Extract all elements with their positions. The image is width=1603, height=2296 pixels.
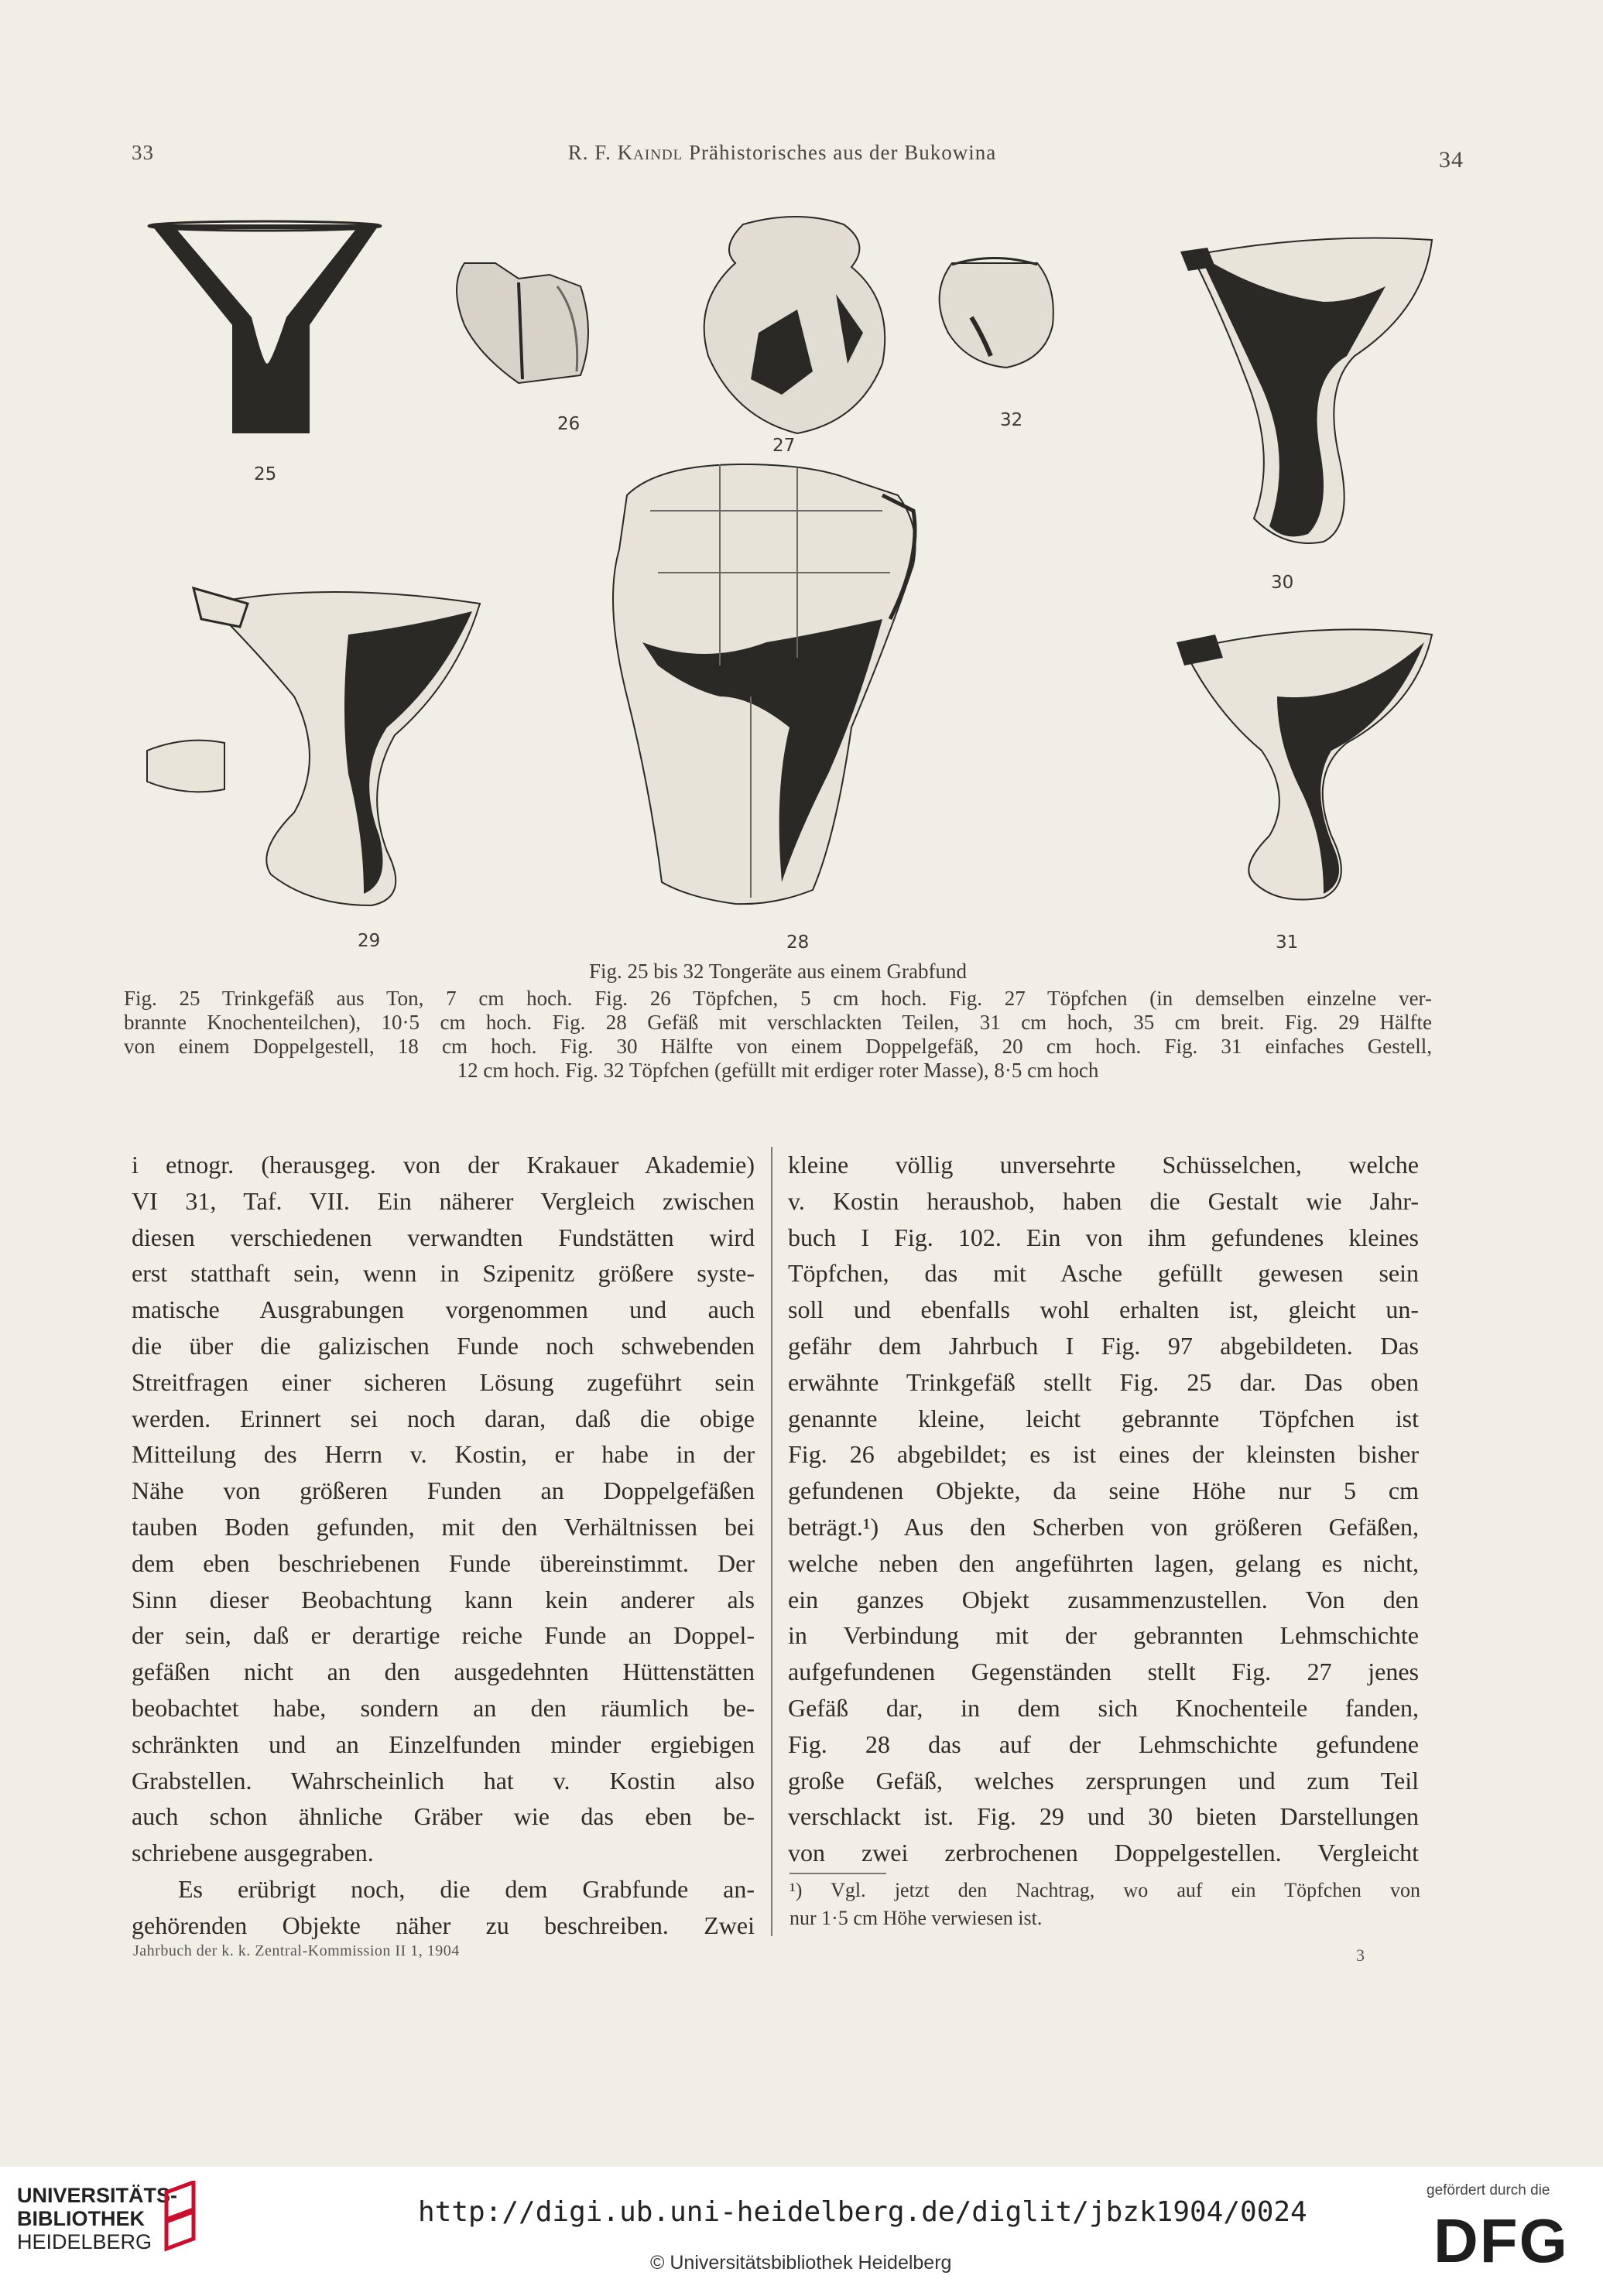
text-line: Töpfchen, das mit Asche gefüllt gewesen sein <box>788 1259 1419 1288</box>
digitization-footer <box>0 2167 1603 2296</box>
text-line: aufgefundenen Gegenständen stellt Fig. 27 jenes <box>788 1658 1419 1686</box>
text-line: buch I Fig. 102. Ein von ihm gefundenes kleines <box>788 1223 1419 1251</box>
text-line: in Verbindung mit der gebrannten Lehmschichte <box>788 1621 1419 1650</box>
figure-caption <box>124 960 1432 1083</box>
text-line: Mitteilung des Herrn v. Kostin, er habe in der <box>132 1440 755 1469</box>
footnote-rule <box>790 1873 886 1874</box>
fig27-small-pot <box>704 217 885 433</box>
caption-title: Fig. 25 bis 32 Tongeräte aus einem Grabfund <box>588 960 968 983</box>
copyright-notice: © Universitätsbibliothek Heidelberg <box>650 2252 952 2274</box>
figure-number-32: 32 <box>1000 410 1023 430</box>
fig29-double-stand-half <box>147 588 480 905</box>
text-line: große Gefäß, welches zersprungen und zum Teil <box>788 1766 1419 1795</box>
fig30-double-vessel-half <box>1180 238 1432 544</box>
footnote-line: ¹) Vgl. jetzt den Nachtrag, wo auf ein Töpfchen von <box>790 1879 1420 1901</box>
footnote-line: nur 1·5 cm Höhe verwiesen ist. <box>790 1907 1043 1929</box>
figure-number-25: 25 <box>254 464 277 484</box>
text-line: i etnogr. (herausgeg. von der Krakauer Akademie) <box>132 1151 755 1179</box>
figure-number-27: 27 <box>772 436 796 456</box>
text-line: verschlackt ist. Fig. 29 und 30 bieten Darstellungen <box>788 1802 1419 1831</box>
text-line: werden. Erinnert sei noch daran, daß die obige <box>132 1404 755 1432</box>
text-line: gehörenden Objekte näher zu beschreiben. Zwei <box>132 1911 755 1939</box>
caption-line: brannte Knochenteilchen), 10·5 cm hoch. Fig. 28 Gefäß mit verschlackten Teilen, 31 cm hoch, 35 cm breit. Fig. 29 Hälfte <box>124 1011 1432 1034</box>
text-line: Gefäß dar, in dem sich Knochenteile fanden, <box>788 1693 1419 1722</box>
text-line: Fig. 28 das auf der Lehmschichte gefundene <box>788 1730 1419 1758</box>
caption-line: Fig. 25 Trinkgefäß aus Ton, 7 cm hoch. Fig. 26 Töpfchen, 5 cm hoch. Fig. 27 Töpfchen (in demselben einzelne ver- <box>124 987 1432 1010</box>
fig26-small-pot <box>457 263 588 383</box>
text-line: Sinn dieser Beobachtung kann kein anderer als <box>132 1585 755 1613</box>
text-line: erst statthaft sein, wenn in Szipenitz größere syste- <box>132 1259 755 1288</box>
text-line: Nähe von größeren Funden an Doppelgefäßen <box>132 1476 755 1505</box>
right-text-column <box>788 1147 1419 1871</box>
left-text-column <box>132 1147 755 1944</box>
text-line: gefundenen Objekte, da seine Höhe nur 5 cm <box>788 1476 1419 1505</box>
figure-number-31: 31 <box>1276 932 1299 953</box>
text-line: schriebene ausgegraben. <box>132 1839 374 1867</box>
text-line: genannte kleine, leicht gebrannte Töpfchen ist <box>788 1404 1419 1432</box>
figure-number-26: 26 <box>557 414 581 434</box>
right-page-number: 34 <box>1439 147 1464 173</box>
text-line: VI 31, Taf. VII. Ein näherer Vergleich zwischen <box>132 1186 755 1215</box>
figure-number-28: 28 <box>786 932 810 953</box>
column-divider <box>771 1147 772 1936</box>
text-line: tauben Boden gefunden, mit den Verhältnissen bei <box>132 1512 755 1541</box>
printer-signature: Jahrbuch der k. k. Zentral-Kommission II 1, 1904 <box>133 1942 460 1959</box>
library-name: UNIVERSITÄTS- BIBLIOTHEK HEIDELBERG <box>17 2184 178 2253</box>
text-line: schränkten und an Einzelfunden minder ergiebigen <box>132 1730 755 1758</box>
text-line: beobachtet habe, sondern an den räumlich be- <box>132 1693 755 1722</box>
fig25-drinking-vessel <box>149 221 381 433</box>
text-line: welche neben den angeführten lagen, gelang es nicht, <box>788 1548 1419 1577</box>
caption-line: 12 cm hoch. Fig. 32 Töpfchen (gefüllt mit erdiger roter Masse), 8·5 cm hoch <box>457 1059 1099 1082</box>
text-line: soll und ebenfalls wohl erhalten ist, gleicht un- <box>788 1295 1419 1324</box>
permalink-url[interactable]: http://digi.ub.uni-heidelberg.de/diglit/jbzk1904/0024 <box>418 2196 1307 2228</box>
text-line: Grabstellen. Wahrscheinlich hat v. Kostin also <box>132 1766 755 1795</box>
text-line: der sein, daß er derartige reiche Funde an Doppel- <box>132 1621 755 1650</box>
text-line: Es erübrigt noch, die dem Grabfunde an- <box>178 1874 755 1903</box>
text-line: Fig. 26 abgebildet; es ist eines der kleinsten bisher <box>788 1440 1419 1469</box>
library-logo-icon <box>159 2181 205 2258</box>
text-line: die über die galizischen Funde noch schwebenden <box>132 1331 755 1360</box>
text-line: erwähnte Trinkgefäß stellt Fig. 25 dar. Das oben <box>788 1367 1419 1396</box>
dfg-logo: DFG <box>1433 2206 1569 2275</box>
text-line: v. Kostin heraushob, haben die Gestalt wie Jahr- <box>788 1186 1419 1215</box>
fig28-large-broken-vessel <box>613 464 916 904</box>
text-line: auch schon ähnliche Gräber wie das eben be- <box>132 1802 755 1831</box>
text-line: beträgt.¹) Aus den Scherben von größeren Gefäßen, <box>788 1512 1419 1541</box>
running-title: R. F. Kaindl Prähistorisches aus der Bukowina <box>567 141 997 164</box>
text-line: gefähr dem Jahrbuch I Fig. 97 abgebildeten. Das <box>788 1331 1419 1360</box>
fig31-simple-stand <box>1177 629 1432 899</box>
text-line: Streitfragen einer sicheren Lösung zugeführt sein <box>132 1367 755 1396</box>
text-line: matische Ausgrabungen vorgenommen und auch <box>132 1295 755 1324</box>
fig32-small-pot <box>940 258 1053 368</box>
caption-line: von einem Doppelgestell, 18 cm hoch. Fig. 30 Hälfte von einem Doppelgefäß, 20 cm hoch. Fig. 31 einfaches Gestell, <box>124 1035 1432 1058</box>
text-line: ein ganzes Objekt zusammenzustellen. Von den <box>788 1585 1419 1613</box>
funding-note: gefördert durch die <box>1427 2182 1550 2198</box>
running-header <box>132 138 1464 173</box>
signature-number: 3 <box>1356 1945 1365 1965</box>
left-page-number: 33 <box>132 141 154 164</box>
footnote <box>790 1877 1420 1932</box>
figure-number-29: 29 <box>358 931 381 951</box>
figure-number-30: 30 <box>1271 573 1294 593</box>
text-line: kleine völlig unversehrte Schüsselchen, welche <box>788 1151 1419 1179</box>
text-line: gefäßen nicht an den ausgedehnten Hüttenstätten <box>132 1658 755 1686</box>
text-line: dem eben beschriebenen Funde übereinstimmt. Der <box>132 1548 755 1577</box>
text-line: von zwei zerbrochenen Doppelgestellen. Vergleicht <box>788 1839 1419 1867</box>
figure-plate <box>116 201 1486 975</box>
text-line: diesen verschiedenen verwandten Fundstätten wird <box>132 1223 755 1251</box>
